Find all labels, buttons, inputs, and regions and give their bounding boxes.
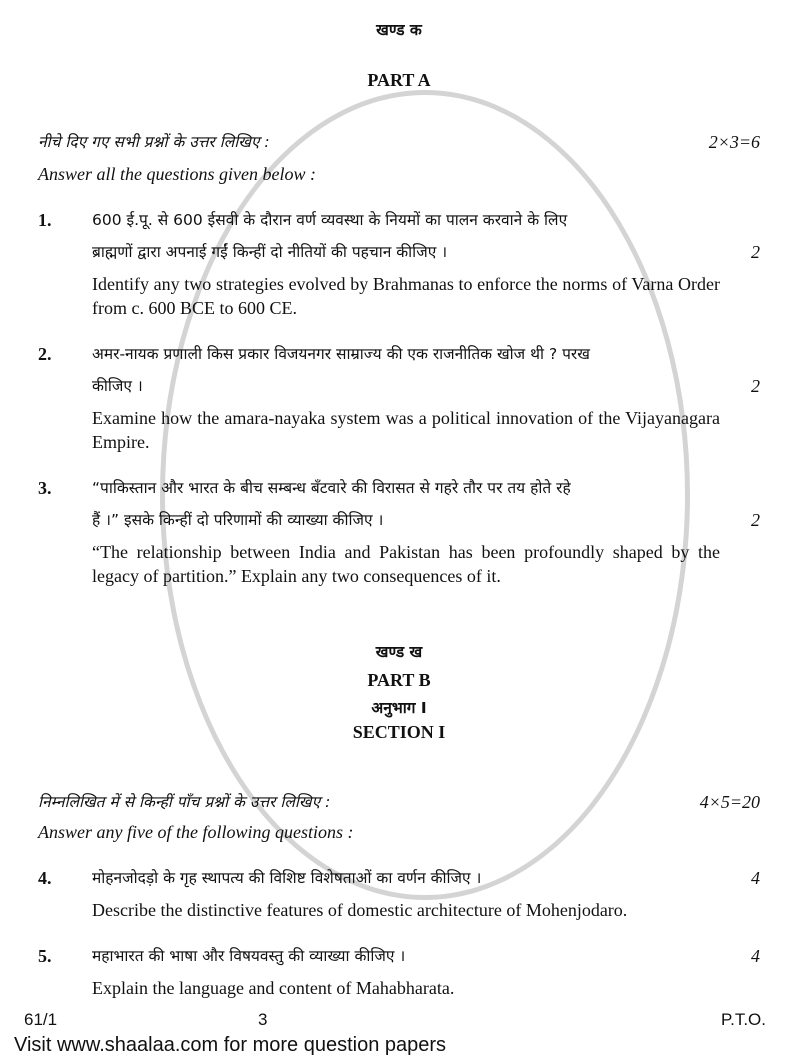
question-english: Explain the language and content of Mahabharata. xyxy=(92,978,455,998)
part-b-heading: PART B xyxy=(367,670,431,690)
question-hindi-line: कीजिए । xyxy=(92,377,143,395)
question-english: Examine how the amara-nayaka system was a political innovation of the Vijayanagara Empire. xyxy=(92,408,720,452)
visit-shaalaa-link[interactable]: Visit www.shaalaa.com for more question papers xyxy=(14,1034,447,1056)
part-a-instruction-hindi: नीचे दिए गए सभी प्रश्नों के उत्तर लिखिए : xyxy=(38,133,270,151)
part-a-instruction-row xyxy=(38,130,760,154)
part-b-instruction-hindi: निम्नलिखित में से किन्हीं पाँच प्रश्नों के उत्तर लिखिए : xyxy=(38,793,331,811)
part-b-instruction-english: Answer any five of the following questions : xyxy=(38,822,354,842)
question-2 xyxy=(38,342,760,454)
part-a-heading: PART A xyxy=(367,70,431,90)
question-number: 3. xyxy=(38,478,52,498)
question-number: 4. xyxy=(38,868,52,888)
part-a-hindi-heading: खण्ड क xyxy=(376,21,422,39)
part-a-marks: 2×3=6 xyxy=(708,132,760,152)
question-3 xyxy=(38,476,760,588)
footer-row xyxy=(24,1010,766,1030)
paper-code: 61/1 xyxy=(24,1010,58,1029)
question-number: 1. xyxy=(38,210,52,230)
question-english: Identify any two strategies evolved by Brahmanas to enforce the norms of Varna Order from c. 600 BCE to 600 CE. xyxy=(92,274,720,318)
question-marks: 2 xyxy=(751,242,760,262)
question-hindi-line: हैं ।” इसके किन्हीं दो परिणामों की व्याख्या कीजिए । xyxy=(92,511,384,529)
question-hindi-line: 600 ई.पू. से 600 ईसवी के दौरान वर्ण व्यवस्था के नियमों का पालन करवाने के लिए xyxy=(92,211,568,229)
question-hindi-line: ब्राह्मणों द्वारा अपनाई गईं किन्हीं दो नीतियों की पहचान कीजिए । xyxy=(92,243,448,261)
question-english: “The relationship between India and Pakistan has been profoundly shaped by the legacy of partition.” Explain any two consequences of it. xyxy=(92,542,720,586)
question-hindi: मोहनजोदड़ो के गृह स्थापत्य की विशिष्ट विशेषताओं का वर्णन कीजिए । xyxy=(92,869,482,887)
pto-label: P.T.O. xyxy=(720,1010,766,1029)
part-b-instruction-row xyxy=(38,790,760,814)
question-marks: 2 xyxy=(751,510,760,530)
section-hindi-heading: अनुभाग I xyxy=(371,699,427,717)
question-marks: 4 xyxy=(751,868,760,888)
question-marks: 4 xyxy=(751,946,760,966)
question-english: Describe the distinctive features of domestic architecture of Mohenjodaro. xyxy=(92,900,628,920)
page-content xyxy=(38,18,760,1000)
part-a-instruction-english: Answer all the questions given below : xyxy=(38,164,316,184)
part-b-marks: 4×5=20 xyxy=(699,792,760,812)
question-5 xyxy=(38,944,760,1000)
question-number: 2. xyxy=(38,344,52,364)
section-heading: SECTION I xyxy=(352,722,446,742)
page-number: 3 xyxy=(258,1010,268,1029)
question-number: 5. xyxy=(38,946,52,966)
question-hindi-line: “पाकिस्तान और भारत के बीच सम्बन्ध बँटवारे की विरासत से गहरे तौर पर तय होते रहे xyxy=(92,479,571,497)
question-4 xyxy=(38,866,760,922)
question-1 xyxy=(38,208,760,320)
part-b-hindi-heading: खण्ड ख xyxy=(375,643,423,661)
question-marks: 2 xyxy=(751,376,760,396)
question-hindi: महाभारत की भाषा और विषयवस्तु की व्याख्या कीजिए । xyxy=(92,947,406,965)
question-hindi-line: अमर-नायक प्रणाली किस प्रकार विजयनगर साम्राज्य की एक राजनीतिक खोज थी ? परख xyxy=(92,345,590,363)
